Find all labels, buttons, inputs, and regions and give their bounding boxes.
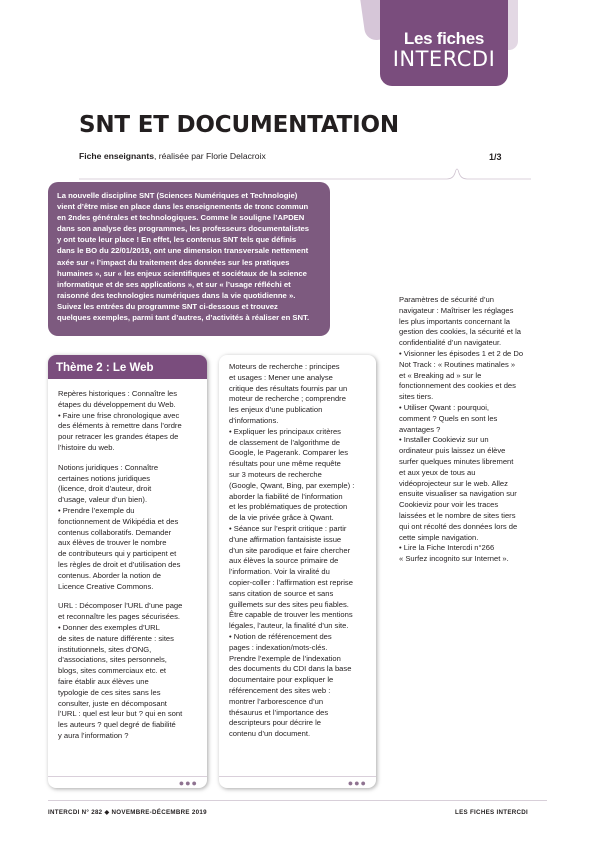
text-line: confidentialité d’un navigateur. [399, 338, 502, 348]
text-line: des documents du CDI dans la base [229, 664, 352, 674]
text-line: de la vie privée grâce à Qwant. [229, 513, 334, 523]
theme-column-2 [219, 355, 376, 788]
text-line: blogs, sites commerciaux etc. et [58, 666, 167, 676]
intro-line: humaines », sur « les enjeux scientifiques et sociétaux de la science [57, 268, 307, 278]
text-line: d’associations, sites personnels, [58, 655, 167, 665]
text-line: aux élèves de trouver le nombre [58, 538, 167, 548]
intro-line: quelques exemples, parmi tant d’autres, d’activités à réaliser en SNT. [57, 313, 310, 323]
text-line: et aux yeux de tous au [399, 467, 476, 477]
text-line: Repères historiques : Connaître les [58, 389, 178, 398]
text-line: sans citation de source et sans [229, 588, 334, 598]
page-subtitle [79, 151, 266, 161]
text-line: légales, l’auteur, la finalité d’un site. [229, 621, 349, 631]
text-line: Paramètres de sécurité d’un [399, 295, 494, 304]
intro-line: Suivez les entrées du programme SNT ci-dessous et trouvez [57, 301, 278, 311]
text-line: Moteurs de recherche : principes [229, 362, 340, 371]
text-line: les auteurs ? quel degré de fiabilité [58, 720, 176, 730]
text-line: contenu d’un document. [229, 729, 311, 739]
text-line: de sites de nature différente : sites [58, 633, 174, 643]
text-line: Not Track : « Routines matinales » [399, 359, 516, 369]
paragraph [58, 389, 197, 454]
text-line: avantages ? [399, 424, 441, 434]
text-line: vidéoprojecteur sur le web. Allez [399, 478, 508, 488]
intro-line: dans le BO du 22/01/2019, ont une dimension transversale nettement [57, 246, 309, 256]
text-line: moteur de recherche ; comprendre [229, 394, 346, 404]
text-line: critique des résultats fournis par un [229, 383, 348, 393]
text-line: • Séance sur l’esprit critique : partir [229, 523, 347, 533]
intro-line: en 2ndes générales et technologiques. Comme le souligne l’APDEN [57, 213, 305, 223]
intro-line: La nouvelle discipline SNT (Sciences Numériques et Technologie) [57, 191, 298, 200]
text-line: les règles de droit et d’utilisation des [58, 559, 181, 569]
text-line: et « Breaking ad » sur le [399, 370, 482, 380]
text-line: sur 3 moteurs de recherche [229, 469, 322, 479]
text-line: contenus collaboratifs. Demander [58, 527, 172, 537]
text-line: Prendre l’exemple de l’indexation [229, 653, 341, 663]
text-line: et usages : Mener une analyse [229, 372, 333, 382]
text-line: fonctionnement de Wikipédia et des [58, 516, 179, 526]
text-line: faire établir aux élèves une [58, 676, 149, 686]
text-line: d’un site parodique et faire chercher [229, 545, 351, 555]
text-line: résultats pour une même requête [229, 459, 341, 469]
text-line: typologie de ces sites sans les [58, 687, 161, 697]
paragraph [58, 463, 197, 593]
text-line: consulter, juste en décomposant [58, 698, 167, 708]
theme-heading: Thème 2 : Le Web [48, 355, 207, 379]
text-line: Être capable de trouver les mentions [229, 610, 353, 620]
text-line: l’information. Voir la viralité du [229, 567, 330, 577]
column-2-text [219, 355, 376, 740]
page-number: 1/3 [489, 152, 502, 162]
text-line: documentaire pour expliquer le [229, 675, 334, 685]
text-line: pour retracer les grandes étapes de [58, 432, 179, 442]
text-line: URL : Décomposer l’URL d’une page [58, 601, 183, 611]
text-line: l’histoire du web. [58, 442, 115, 452]
text-line: sites tiers. [399, 392, 434, 402]
text-line: institutionnels, sites d’ONG, [58, 644, 152, 654]
text-line: guillemets sur des sites peu fiables. [229, 599, 349, 609]
text-line: navigateur : Maîtriser les réglages [399, 305, 514, 315]
text-line: et les problématiques de protection [229, 502, 348, 512]
text-line: étapes du développement du Web. [58, 399, 176, 409]
text-line: d’une affirmation fantaisiste issue [229, 534, 342, 544]
text-line: les enjeux d’une publication [229, 405, 323, 415]
text-line: et reconnaître les pages sécurisées. [58, 612, 180, 622]
text-line: les plus importants concernant la [399, 316, 511, 326]
text-line: y aura l’information ? [58, 730, 129, 740]
text-line: • Prendre l’exemple du [58, 505, 135, 515]
text-line: pages : indexation/mots-clés. [229, 642, 328, 652]
text-line: • Expliquer les principaux critères [229, 426, 341, 436]
text-line: ensuite visualiser sa navigation sur [399, 489, 517, 499]
text-line: l’URL : quel est leur but ? qui en sont [58, 709, 183, 719]
intro-line: raisonné des technologies numériques dans la vie quotidienne ». [57, 290, 296, 300]
text-line: • Utiliser Qwant : pourquoi, [399, 402, 490, 412]
les-fiches-intercdi-logo [380, 0, 508, 86]
text-line: « Surfez incognito sur Internet ». [399, 554, 509, 564]
text-line: Google, le Pagerank. Comparer les [229, 448, 349, 458]
text-line: certaines notions juridiques [58, 473, 151, 483]
intro-line: vient d’être mise en place dans les enseignements de tronc commun [57, 202, 309, 212]
text-line: cette simple navigation. [399, 532, 479, 542]
text-line: montrer l’arborescence d’un [229, 696, 324, 706]
footer-issue: INTERCDI N° 282 ◆ NOVEMBRE-DÉCEMBRE 2019 [48, 809, 207, 816]
intro-line: informatique et de ses applications », et sur « l’usage réfléchi et [57, 279, 291, 289]
page-title: SNT ET DOCUMENTATION [79, 112, 399, 138]
text-line: des éléments à remettre dans l’ordre [58, 421, 182, 431]
text-line: ordinateur puis laissez un élève [399, 446, 506, 456]
text-line: qui ont récolté des données lors de [399, 521, 518, 531]
text-line: d’usage, valeur d’un bien). [58, 495, 148, 505]
text-line: Cookieviz pour voir les traces [399, 500, 499, 510]
subtitle-author: , réalisée par Florie Delacroix [153, 151, 266, 161]
text-line: d’informations. [229, 415, 279, 425]
intro-line: axée sur « l’impact du traitement des données sur les pratiques [57, 257, 290, 267]
ellipsis-dots-icon: ●●● [178, 778, 198, 788]
footer-divider [48, 800, 547, 801]
text-line: • Faire une frise chronologique avec [58, 410, 180, 420]
text-line: (Google, Qwant, Bing, par exemple) : [229, 480, 355, 490]
text-line: • Lire la Fiche Intercdi n°266 [399, 543, 495, 553]
text-line: descripteurs pour décrire le [229, 718, 322, 728]
text-line: (licence, droit d’auteur, droit [58, 484, 152, 494]
text-line: • Donner des exemples d’URL [58, 622, 160, 632]
intro-box [48, 182, 330, 336]
paragraph [229, 362, 366, 740]
text-line: de contributeurs qui y participent et [58, 549, 177, 559]
paragraph [58, 601, 197, 741]
text-line: comment ? Quels en sont les [399, 413, 498, 423]
text-line: laissées et le nombre de sites tiers [399, 510, 516, 520]
text-line: fonctionnement des cookies et des [399, 381, 516, 391]
logo-line-2: INTERCDI [392, 47, 496, 71]
text-line: • Notion de référencement des [229, 631, 332, 641]
text-line: • Visionner les épisodes 1 et 2 de Do [399, 348, 524, 358]
text-line: Licence Creative Commons. [58, 581, 154, 591]
text-line: contenus. Aborder la notion de [58, 570, 162, 580]
footer-publication: LES FICHES INTERCDI [455, 809, 529, 816]
logo-line-1: Les fiches [403, 29, 485, 48]
intro-line: y ont toute leur place ! En effet, les contenus SNT tels que définis [57, 235, 297, 245]
text-line: surfer quelques minutes librement [399, 456, 514, 466]
text-line: Notions juridiques : Connaître [58, 462, 159, 472]
text-line: aborder la fiabilité de l’information [229, 491, 343, 501]
text-line: • Installer Cookieviz sur un [399, 435, 489, 445]
column-1-text [48, 389, 207, 742]
theme-column-3 [390, 288, 542, 565]
subtitle-bold: Fiche enseignants [79, 151, 154, 161]
text-line: aux élèves la source primaire de [229, 556, 339, 566]
intro-line: dans son analyse des programmes, les professeurs documentalistes [57, 224, 310, 234]
text-line: de classement de l’algorithme de [229, 437, 341, 447]
ellipsis-dots-icon: ●●● [347, 778, 367, 788]
text-line: référencement des sites web : [229, 685, 331, 695]
text-line: copier-coller : l’affirmation est reprise [229, 577, 353, 587]
text-line: thésaurus et l’importance des [229, 707, 329, 717]
theme-column-1 [48, 355, 207, 788]
text-line: gestion des cookies, la sécurité et la [399, 327, 521, 337]
